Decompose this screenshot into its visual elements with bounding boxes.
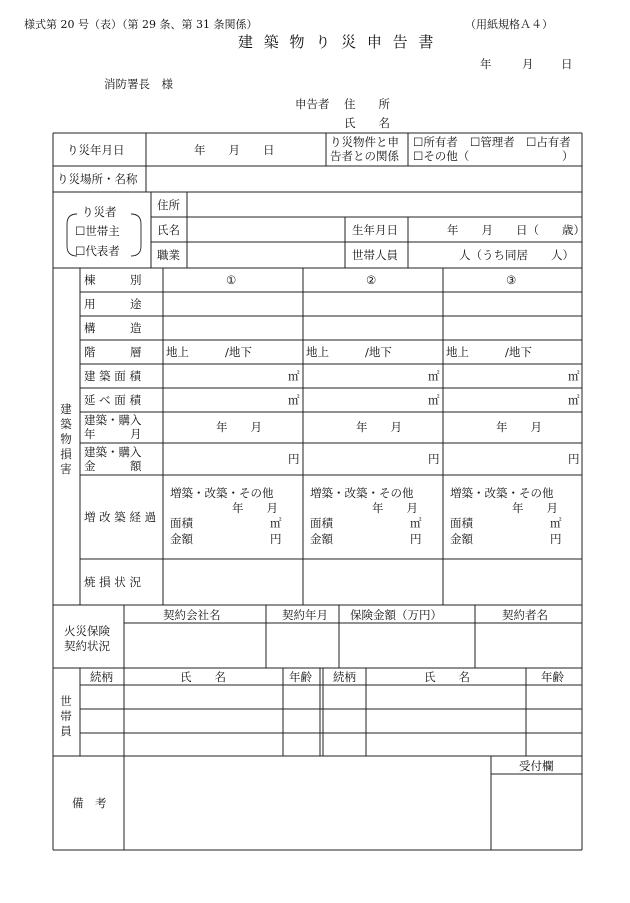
insurance-holder-header: 契約者名 bbox=[502, 608, 548, 622]
opt-other-close: ） bbox=[562, 149, 574, 163]
opt-owner[interactable]: ☐所有者 bbox=[413, 135, 458, 149]
row-building-no: 棟 別 bbox=[84, 273, 142, 287]
row-structure: 構 造 bbox=[84, 321, 142, 335]
renov-line1-2: 増築・改築・その他 bbox=[310, 486, 414, 500]
hh-relation-header-2: 続柄 bbox=[333, 670, 356, 684]
row-building-area: 建 築 面 積 bbox=[84, 369, 141, 383]
hh-name-header-2: 氏 名 bbox=[424, 670, 470, 684]
floor-above-1: 地上 bbox=[166, 345, 189, 359]
floor-above-2: 地上 bbox=[306, 345, 329, 359]
insurance-date-header: 契約年月 bbox=[282, 608, 328, 622]
floor-above-3: 地上 bbox=[446, 345, 469, 359]
renov-line2-1: 年 月 bbox=[232, 501, 278, 515]
victim-occupation-label: 職業 bbox=[157, 248, 180, 262]
victim-label: り災者 bbox=[82, 205, 117, 219]
paper-size: （用紙規格Ａ４） bbox=[465, 18, 553, 31]
floor-below-1: /地下 bbox=[225, 345, 252, 359]
form-number: 様式第 20 号（表）（第 29 条、第 31 条関係） bbox=[24, 18, 258, 31]
renov-sqm-2: ㎡ bbox=[410, 516, 422, 530]
sqm-1a: ㎡ bbox=[288, 369, 300, 383]
row-build-cost-2: 金 額 bbox=[84, 459, 142, 473]
renov-line2-2: 年 月 bbox=[372, 501, 418, 515]
household-size-value[interactable]: 人（うち同居 人） bbox=[459, 248, 574, 262]
row-floor-area: 延 べ 面 積 bbox=[84, 393, 141, 407]
date-month: 月 bbox=[522, 57, 534, 71]
date-year: 年 bbox=[480, 57, 492, 71]
sqm-2a: ㎡ bbox=[428, 369, 440, 383]
renov-line1-3: 増築・改築・その他 bbox=[450, 486, 554, 500]
hh-name-header-1: 氏 名 bbox=[180, 670, 226, 684]
disaster-date-label: り災年月日 bbox=[67, 143, 125, 157]
relation-label-2: 告者との関係 bbox=[330, 149, 399, 163]
opt-householder[interactable]: ☐世帯主 bbox=[75, 224, 120, 238]
row-build-date-1: 建築・購入 bbox=[84, 413, 142, 427]
row-damage: 焼 損 状 況 bbox=[84, 575, 141, 589]
yen-1: 円 bbox=[288, 452, 300, 466]
renov-area-3: 面積 bbox=[450, 516, 473, 530]
opt-other[interactable]: ☐その他（ bbox=[413, 149, 470, 163]
renov-amount-3: 金額 bbox=[450, 532, 473, 546]
sqm-1b: ㎡ bbox=[288, 393, 300, 407]
birthdate-value[interactable]: 年 月 日（ 歳） bbox=[447, 223, 585, 237]
yen-2: 円 bbox=[428, 452, 440, 466]
victim-name-label: 氏名 bbox=[157, 223, 180, 237]
row-build-date-2: 年 月 bbox=[84, 427, 142, 441]
form-title: 建 築 物 り 災 申 告 書 bbox=[238, 33, 437, 51]
build-ym-3: 年 月 bbox=[496, 420, 542, 434]
yen-3: 円 bbox=[568, 452, 580, 466]
build-ym-2: 年 月 bbox=[356, 420, 402, 434]
renov-amount-2: 金額 bbox=[310, 532, 333, 546]
insurance-company-header: 契約会社名 bbox=[163, 608, 221, 622]
sqm-3b: ㎡ bbox=[568, 393, 580, 407]
renov-yen-1: 円 bbox=[270, 532, 282, 546]
row-floors: 階 層 bbox=[84, 345, 142, 359]
renov-sqm-3: ㎡ bbox=[550, 516, 562, 530]
col-header-1: ① bbox=[226, 273, 237, 287]
insurance-label-2: 契約状況 bbox=[64, 639, 110, 653]
renov-yen-2: 円 bbox=[410, 532, 422, 546]
hh-relation-header-1: 続柄 bbox=[90, 670, 113, 684]
hh-age-header-1: 年齢 bbox=[289, 670, 312, 684]
disaster-date-value[interactable]: 年 月 日 bbox=[194, 143, 275, 157]
building-damage-label: 建築物損害 bbox=[60, 402, 72, 476]
sqm-2b: ㎡ bbox=[428, 393, 440, 407]
insurance-amount-header: 保険金額（万円） bbox=[350, 608, 442, 622]
applicant-name-label: 氏 名 bbox=[344, 116, 390, 130]
opt-representative[interactable]: ☐代表者 bbox=[75, 244, 120, 258]
row-build-cost-1: 建築・購入 bbox=[84, 445, 142, 459]
renov-sqm-1: ㎡ bbox=[270, 516, 282, 530]
date-day: 日 bbox=[561, 57, 573, 71]
row-renovation: 増 改 築 経 過 bbox=[84, 510, 157, 524]
build-ym-1: 年 月 bbox=[216, 420, 262, 434]
col-header-3: ③ bbox=[506, 273, 517, 287]
hh-age-header-2: 年齢 bbox=[541, 670, 564, 684]
addressee: 消防署長 様 bbox=[104, 77, 173, 91]
opt-occupant[interactable]: ☐占有者 bbox=[526, 135, 571, 149]
sqm-3a: ㎡ bbox=[568, 369, 580, 383]
renov-area-2: 面積 bbox=[310, 516, 333, 530]
renov-amount-1: 金額 bbox=[170, 532, 193, 546]
household-size-label: 世帯人員 bbox=[352, 248, 398, 262]
victim-address-label: 住所 bbox=[157, 198, 180, 212]
renov-line1-1: 増築・改築・その他 bbox=[170, 486, 274, 500]
location-label: り災場所・名称 bbox=[57, 172, 138, 186]
opt-manager[interactable]: ☐管理者 bbox=[470, 135, 515, 149]
floor-below-3: /地下 bbox=[505, 345, 532, 359]
row-use: 用 途 bbox=[84, 297, 142, 311]
household-members-label: 世帯員 bbox=[60, 694, 72, 738]
reception-label: 受付欄 bbox=[519, 759, 554, 773]
applicant-address-label: 住 所 bbox=[344, 97, 390, 111]
applicant-label: 申告者 bbox=[295, 97, 330, 111]
renov-area-1: 面積 bbox=[170, 516, 193, 530]
renov-line2-3: 年 月 bbox=[512, 501, 558, 515]
floor-below-2: /地下 bbox=[365, 345, 392, 359]
remarks-label: 備 考 bbox=[72, 796, 107, 810]
col-header-2: ② bbox=[366, 273, 377, 287]
renov-yen-3: 円 bbox=[550, 532, 562, 546]
insurance-label-1: 火災保険 bbox=[64, 624, 110, 638]
relation-label-1: り災物件と申 bbox=[330, 135, 399, 149]
birthdate-label: 生年月日 bbox=[352, 223, 398, 237]
